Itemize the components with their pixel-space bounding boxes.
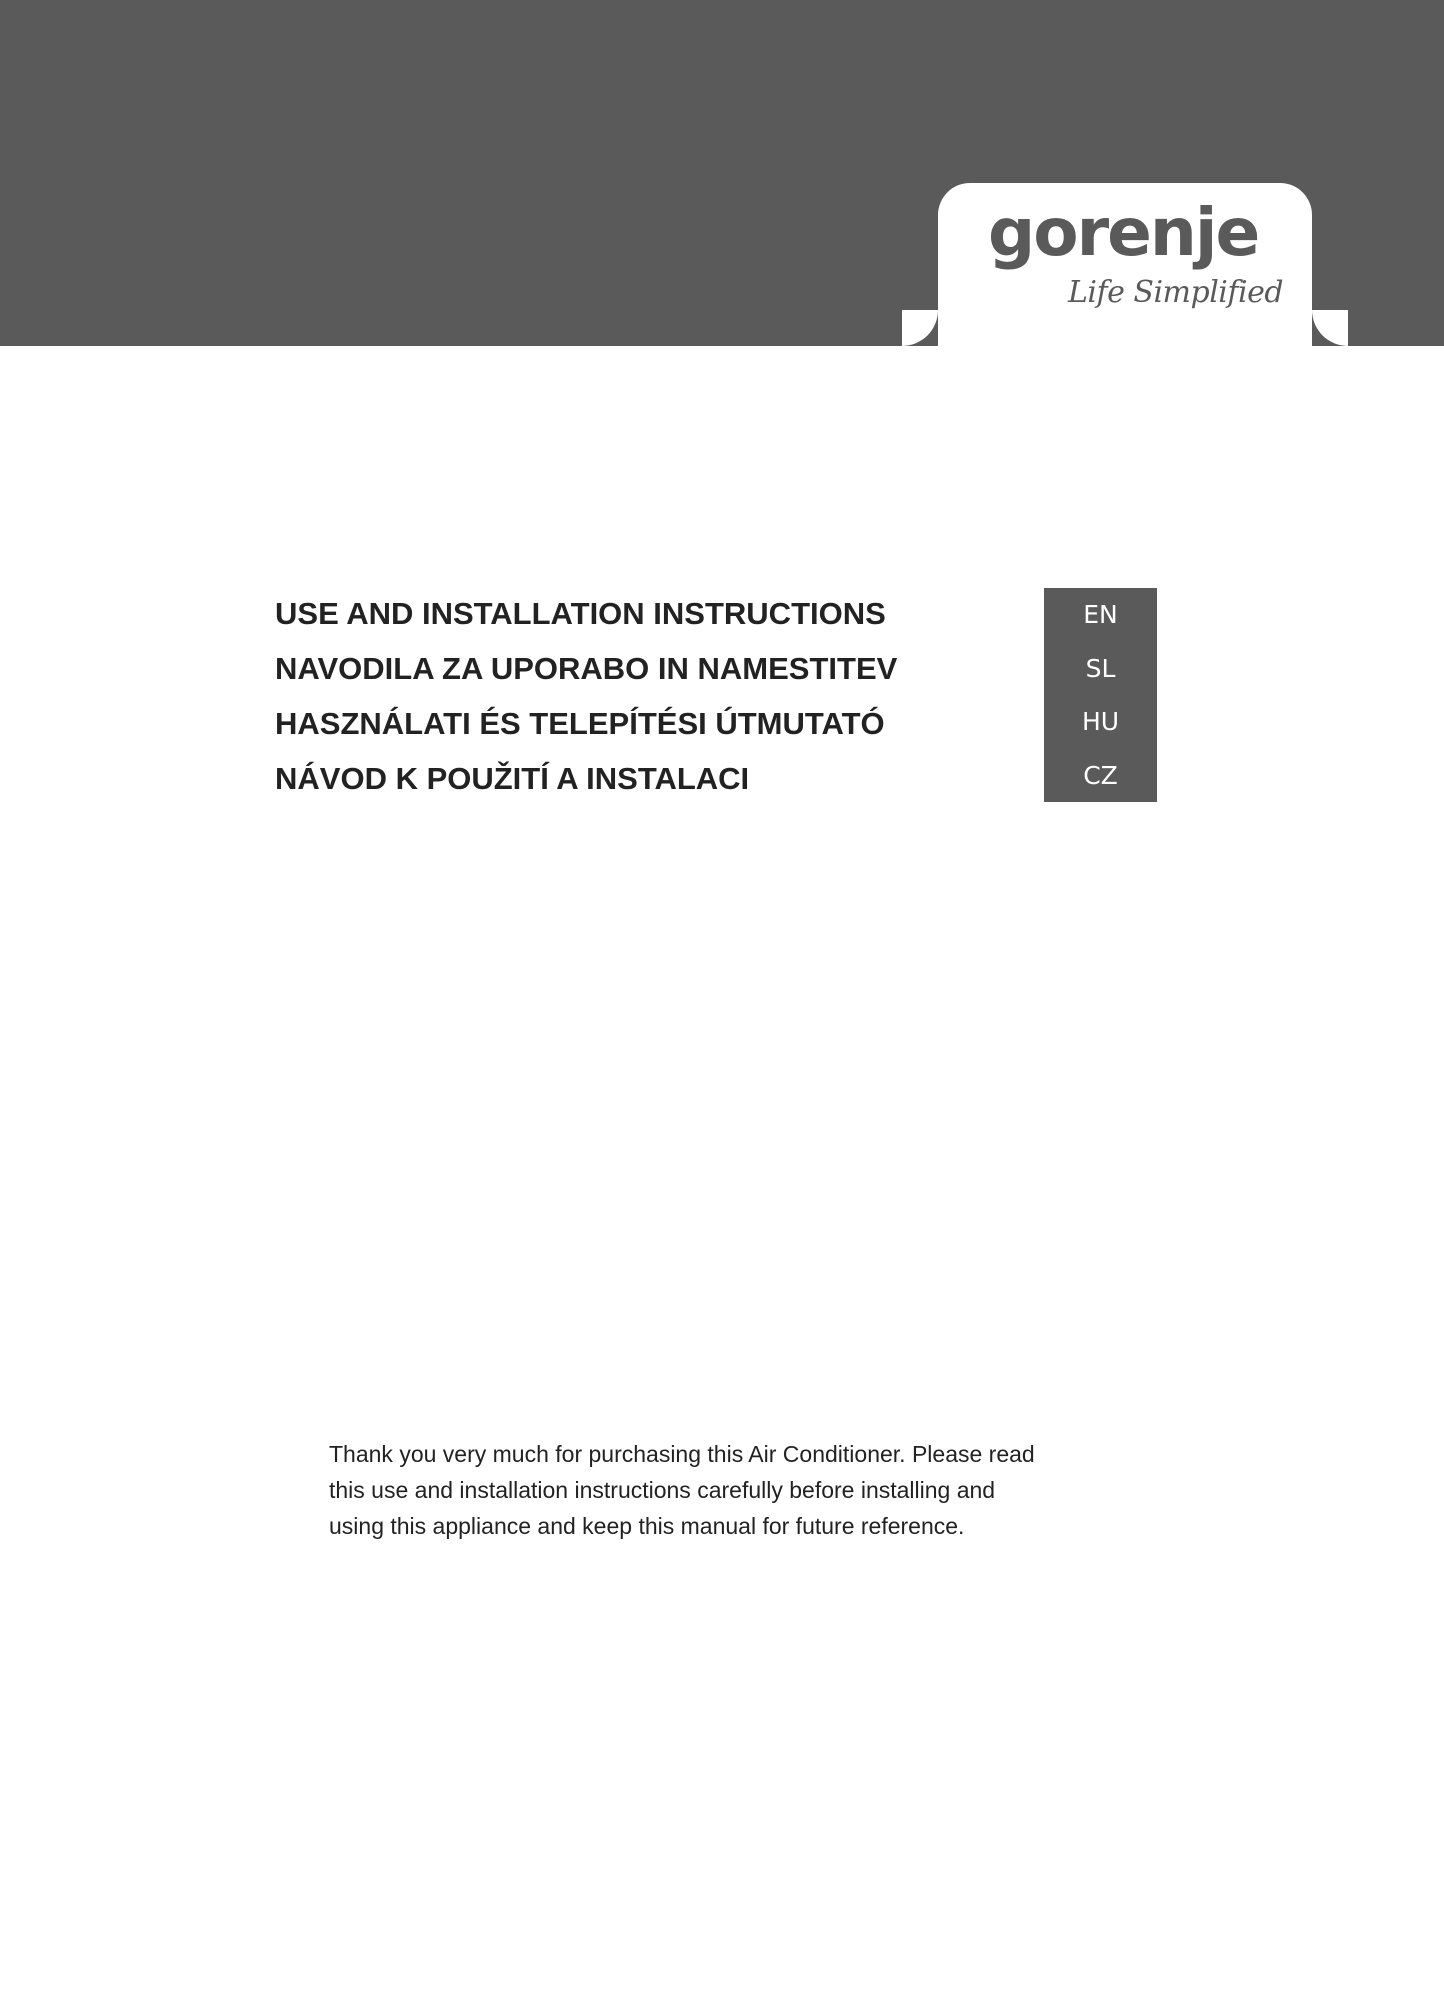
brand-tagline: Life Simplified — [1068, 275, 1284, 310]
title-en: USE AND INSTALLATION INSTRUCTIONS — [275, 596, 886, 631]
logo-tab-corner-left — [902, 310, 938, 346]
title-sl: NAVODILA ZA UPORABO IN NAMESTITEV — [275, 651, 898, 686]
language-code-sl: SL — [1085, 653, 1116, 683]
brand-logo: gorenje — [988, 194, 1259, 271]
language-codes — [1044, 588, 1157, 802]
intro-paragraph — [329, 1436, 1119, 1544]
title-hu: HASZNÁLATI ÉS TELEPÍTÉSI ÚTMUTATÓ — [275, 706, 885, 741]
intro-line: Thank you very much for purchasing this Air Conditioner. Please read — [329, 1441, 1035, 1467]
logo-tab-corner-right — [1312, 310, 1348, 346]
language-code-en: EN — [1083, 600, 1118, 630]
intro-line: this use and installation instructions carefully before installing and — [329, 1477, 996, 1503]
manual-titles — [275, 594, 897, 814]
intro-line: using this appliance and keep this manual for future reference. — [329, 1513, 965, 1539]
language-code-cz: CZ — [1083, 760, 1118, 790]
title-cz: NÁVOD K POUŽITÍ A INSTALACI — [275, 761, 750, 796]
language-code-hu: HU — [1081, 707, 1120, 737]
